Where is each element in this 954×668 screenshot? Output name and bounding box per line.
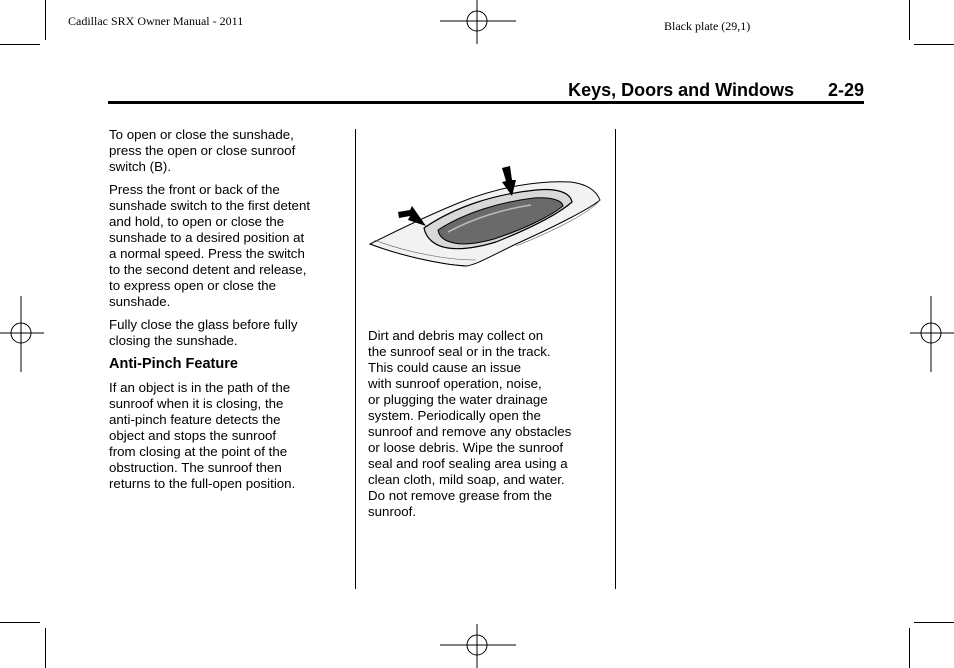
- registration-mark-left: [0, 296, 44, 372]
- section-title: Keys, Doors and Windows: [568, 80, 794, 100]
- registration-mark-right: [910, 296, 954, 372]
- crop-mark: [0, 622, 40, 623]
- registration-mark-top: [440, 0, 516, 44]
- column-2: [368, 328, 608, 527]
- page-number: 2-29: [827, 80, 864, 100]
- crop-mark: [914, 44, 954, 45]
- registration-mark-bottom: [440, 624, 516, 668]
- column-divider: [355, 129, 356, 589]
- paragraph: Dirt and debris may collect on the sunroof seal or in the track. This could cause an issue with sunroof operation, noise, or plugging the water drainage system. Periodically open the sunroof and remove any obstacles or loose debris. Wipe the sunroof seal and roof sealing area using a clean cloth, mild soap, and water. Do not remove grease from the sunroof.: [368, 328, 572, 519]
- subheading: Anti-Pinch Feature: [109, 356, 238, 372]
- column-1: [109, 127, 344, 499]
- crop-mark: [45, 628, 46, 668]
- page-header: [108, 80, 864, 102]
- crop-mark: [909, 0, 910, 40]
- paragraph: If an object is in the path of the sunroof when it is closing, the anti-pinch feature detects the object and stops the sunroof from closing at the point of the obstruction. The sunroof then returns to the full-open position.: [109, 380, 296, 491]
- manual-title: Cadillac SRX Owner Manual - 2011: [68, 14, 244, 28]
- plate-label: Black plate (29,1): [664, 19, 751, 33]
- crop-mark: [914, 622, 954, 623]
- crop-mark: [0, 44, 40, 45]
- column-divider: [615, 129, 616, 589]
- paragraph: Press the front or back of the sunshade switch to the first detent and hold, to open or close the sunshade to a desired position at a normal speed. Press the switch to the second detent and release, to express open or close the sunshade.: [109, 182, 311, 309]
- crop-mark: [909, 628, 910, 668]
- paragraph: To open or close the sunshade, press the open or close sunroof switch (B).: [109, 127, 296, 174]
- paragraph: Fully close the glass before fully closing the sunshade.: [109, 317, 298, 348]
- crop-mark: [45, 0, 46, 40]
- header-rule: [108, 101, 864, 104]
- sunroof-illustration: [366, 160, 604, 280]
